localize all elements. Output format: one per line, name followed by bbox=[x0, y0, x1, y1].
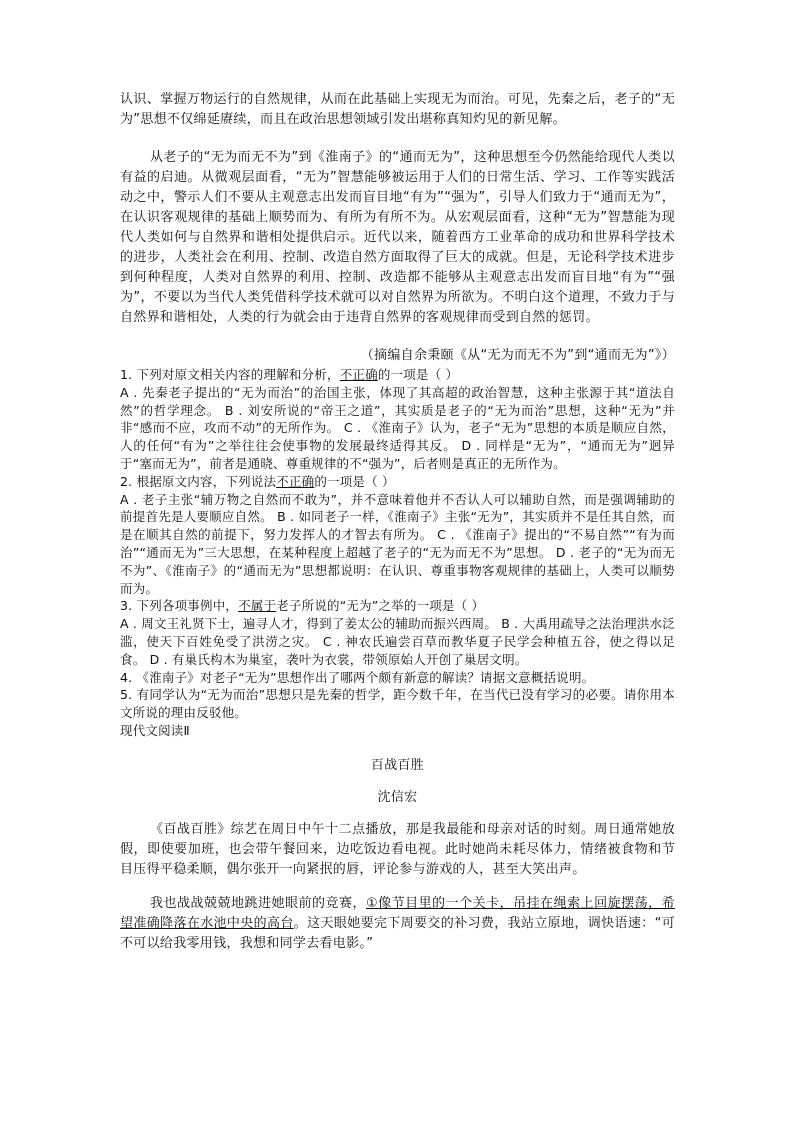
q1-stem-text: 1. 下列对原文相关内容的理解和分析， bbox=[120, 367, 340, 382]
passage1-paragraph-2: 从老子的“无为而无不为”到《淮南子》的“通而无为”，这种思想至今仍然能给现代人类以有益的启迪。从微观层面看，“无为”智慧能够被运用于人们的日常生活、学习、工作等实践活动之中，警示人们不要从主观意志出发而盲目地“有为”“强为”，引导人们致力于“通而无为”，在认识客观规律的基础上顺势而为、有所为有所不为。从宏观层面看，这种“无为”智慧能为现代人类如何与自然界和谐相处提供启示。近代以来，随着西方工业革命的成功和世界科学技术的进步，人类社会在利用、控制、改造自然方面取得了巨大的成就。但是，无论科学技术进步到何种程度，人类对自然界的利用、控制、改造都不能够从主观意志出发而盲目地“有为”“强为”，不要以为当代人类凭借科学技术就可以对自然界为所欲为。不明白这个道理，不致力于与自然界和谐相处，人类的行为就会由于违背自然界的客观规律而受到自然的惩罚。 bbox=[120, 150, 675, 325]
section-heading: 现代文阅读Ⅱ bbox=[120, 722, 190, 738]
q3-stem-tail: 老子所说的“无为”之举的一项是（ ） bbox=[276, 598, 485, 614]
question-2-stem bbox=[120, 473, 675, 491]
story-p2-text: 我也战战兢兢地跳进她眼前的竞赛， bbox=[150, 895, 367, 911]
question-5: 5. 有同学认为“无为而治”思想只是先秦的哲学，距今数千年，在当代已没有学习的必要。请你用本文所说的理由反驳他。 bbox=[120, 687, 675, 721]
q2-stem-underline: 不正确 bbox=[276, 473, 315, 489]
q3-stem-text: 3. 下列各项事例中， bbox=[120, 598, 239, 614]
question-3-options: A . 周文王礼贤下士，遍寻人才，得到了姜太公的辅助而振兴西周。 B . 大禹用疏导之法治理洪水泛滥，使天下百姓免受了洪涝之灾。 C . 神农氏遍尝百草而教华夏子民学会种植五谷，使之得以足食。 D . 有巢氏构木为巢室，袭叶为衣裳，带领原始人开创了巢居文明。 bbox=[120, 616, 675, 667]
question-1-options: A . 先秦老子提出的“无为而治”的治国主张，体现了其高超的政治智慧，这种主张源于其“道法自然”的哲学理念。 B . 刘安所说的“帝王之道”，其实质是老子的“无为而治”思想，这种“无为”并非“感而不应，攻而不动”的无所作为。 C . 《淮南子》认为，老子“无为”思想的本质是顺应自然，人的任何“有为”之举往往会使事物的发展最终适得其反。 D . 同样是“无为”，“通而无为”迥异于“塞而无为”，前者是通晓、尊重规律的不“强为”，后者则是真正的无所作为。 bbox=[120, 384, 675, 471]
story-p2-tail: 。这天眼她要完下周要交的补习费，我站立原地，调快语速：“可不可以给我零用钱，我想和同学去看电影。” bbox=[120, 915, 675, 951]
story-p2-underlined: ①像节目里的一个关卡，吊挂在绳索上回旋摆荡，希望准确降落在水池中央的高台 bbox=[120, 895, 675, 931]
q1-stem-underline: 不正确 bbox=[339, 367, 378, 382]
question-2-options: A . 老子主张“辅万物之自然而不敢为”，并不意味着他并不否认人可以辅助自然，而是强调辅助的前提首先是人要顺应自然。 B . 如同老子一样，《淮南子》主张“无为”，其实质并不是任其自然，而是在顺其自然的前提下，努力发挥人的才智去有所为。 C . 《淮南子》提出的“不易自然”“有为而治”“通而无为”三大思想，在某种程度上超越了老子的“无为而无不为”思想。 D . 老子的“无为而无不为”、《淮南子》的“通而无为”思想都说明：在认识、尊重事物客观规律的基础上，人类可以顺势而为。 bbox=[120, 491, 675, 596]
q1-stem-tail: 的一项是（ ） bbox=[377, 367, 459, 382]
document-page bbox=[120, 90, 675, 954]
story-paragraph-2 bbox=[120, 894, 675, 954]
question-1-stem bbox=[120, 366, 675, 384]
q2-stem-text: 2. 根据原文内容，下列说法 bbox=[120, 473, 277, 489]
story-paragraph-1: 《百战百胜》综艺在周日中午十二点播放，那是我最能和母亲对话的时刻。周日通常她放假，即使要加班，也会带午餐回来，边吃饭边看电视。此时她尚未耗尽体力，情绪被食物和节目压得平稳柔顺，偶尔张开一向紧抿的唇，评论参与游戏的人，甚至大笑出声。 bbox=[120, 821, 675, 877]
question-4: 4. 《淮南子》对老子“无为”思想作出了哪两个颇有新意的解读？请据文意概括说明。 bbox=[120, 669, 595, 685]
story-author: 沈信宏 bbox=[377, 789, 418, 805]
q2-stem-tail: 的一项是（ ） bbox=[314, 473, 395, 489]
q3-stem-underline: 不属于 bbox=[238, 598, 277, 614]
passage1-paragraph-1: 认识、掌握万物运行的自然规律，从而在此基础上实现无为而治。可见，先秦之后，老子的“无为”思想不仅绵延赓续，而且在政治思想领域引发出堪称真知灼见的新见解。 bbox=[120, 92, 675, 127]
story-title: 百战百胜 bbox=[370, 757, 425, 773]
passage1-source: （摘编自余秉颐《从“无为而无不为”到“通而无为”》） bbox=[360, 348, 675, 363]
question-3-stem bbox=[120, 597, 675, 615]
